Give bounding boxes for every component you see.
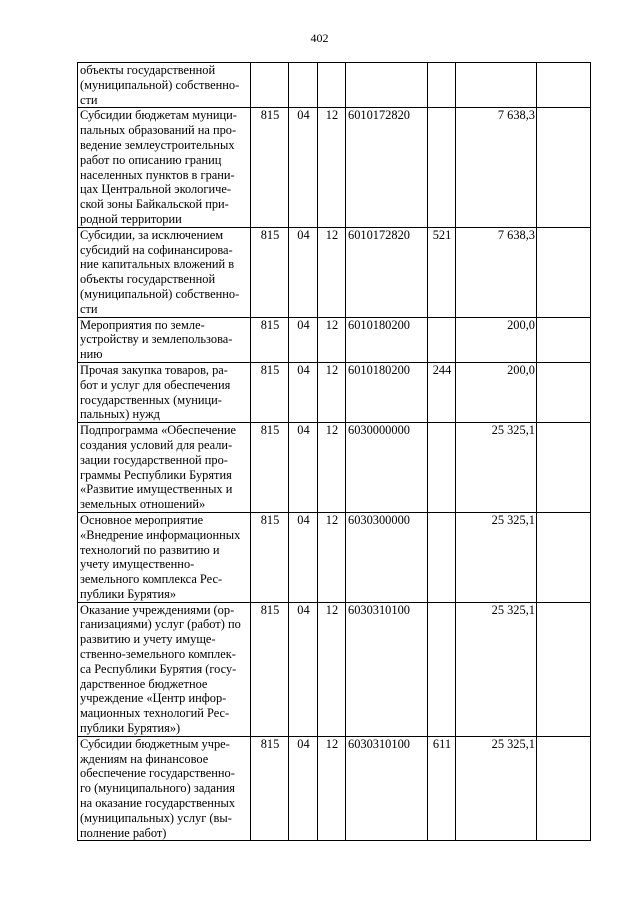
grbs-cell: 815 [251,317,289,362]
table-row [78,362,591,422]
extra-cell [537,512,591,602]
item-name-line: ственно-земельного комплек- [80,647,236,662]
target-article-cell: 6030300000 [346,512,428,602]
budget-table [77,62,591,841]
table-row [78,317,591,362]
amount-cell: 25 325,1 [456,423,537,513]
expense-type-cell: 611 [428,736,456,841]
grbs-cell [251,63,289,108]
item-name-line: дарственное бюджетное [80,676,208,691]
subsection-cell: 12 [318,362,346,422]
expense-type-cell: 521 [428,227,456,317]
section-cell: 04 [289,362,318,422]
table-body [78,63,591,841]
item-name-line: населенных пунктов в грани- [80,167,235,182]
table-row [78,512,591,602]
section-cell: 04 [289,423,318,513]
item-name-line: ние капитальных вложений в [80,257,235,272]
extra-cell [537,317,591,362]
target-article-cell: 6010180200 [346,317,428,362]
grbs-cell: 815 [251,602,289,736]
item-name-line: Субсидии, за исключением [80,227,224,242]
expense-type-cell [428,602,456,736]
item-name-line: Оказание учреждениями (ор- [80,602,235,617]
target-article-cell: 6010172820 [346,227,428,317]
section-cell: 04 [289,602,318,736]
item-name-line: сти [80,92,98,107]
item-name-cell [78,602,251,736]
item-name-cell [78,736,251,841]
item-name-line: (муниципальной) собственно- [80,77,240,92]
table-row [78,602,591,736]
item-name-line: Основное мероприятие [80,512,204,527]
section-cell: 04 [289,108,318,227]
item-name-line: объекты государственной [80,63,216,77]
item-name-line: (муниципальной) собственно- [80,286,240,301]
subsection-cell: 12 [318,108,346,227]
amount-cell: 25 325,1 [456,512,537,602]
item-name-line: «Развитие имущественных и [80,482,233,497]
item-name-cell [78,108,251,227]
expense-type-cell [428,317,456,362]
target-article-cell: 6010172820 [346,108,428,227]
grbs-cell: 815 [251,736,289,841]
item-name-line: мационных технологий Рес- [80,706,230,721]
item-name-line: учреждение «Центр инфор- [80,691,227,706]
item-name-line: Подпрограмма «Обеспечение [80,423,236,438]
subsection-cell: 12 [318,227,346,317]
table-row [78,227,591,317]
grbs-cell: 815 [251,362,289,422]
subsection-cell: 12 [318,512,346,602]
item-name-line: сти [80,301,98,316]
item-name-cell [78,317,251,362]
amount-cell: 200,0 [456,317,537,362]
section-cell: 04 [289,227,318,317]
subsection-cell: 12 [318,423,346,513]
amount-cell: 200,0 [456,362,537,422]
extra-cell [537,362,591,422]
item-name-line: учету имущественно- [80,557,195,572]
expense-type-cell [428,423,456,513]
item-name-line: объекты государственной [80,272,216,287]
item-name-line: публики Бурятия») [80,721,181,736]
item-name-line: субсидий на софинансирова- [80,242,233,257]
item-name-line: на оказание государственных [80,796,236,811]
item-name-line: ганизациями) услуг (работ) по [80,617,241,632]
item-name-line: устройству и землепользова- [80,332,233,347]
target-article-cell [346,63,428,108]
section-cell: 04 [289,512,318,602]
section-cell: 04 [289,736,318,841]
amount-cell: 25 325,1 [456,602,537,736]
table-row [78,423,591,513]
item-name-line: го (муниципального) задания [80,781,236,796]
item-name-cell [78,362,251,422]
target-article-cell: 6010180200 [346,362,428,422]
subsection-cell: 12 [318,736,346,841]
grbs-cell: 815 [251,227,289,317]
item-name-line: земельных отношений» [80,497,206,512]
item-name-cell [78,227,251,317]
table-row [78,63,591,108]
extra-cell [537,602,591,736]
grbs-cell: 815 [251,512,289,602]
amount-cell: 7 638,3 [456,227,537,317]
table-row [78,108,591,227]
target-article-cell: 6030000000 [346,423,428,513]
amount-cell: 7 638,3 [456,108,537,227]
item-name-line: Субсидии бюджетам муници- [80,108,237,123]
item-name-line: цах Центральной экологиче- [80,182,231,197]
expense-type-cell: 244 [428,362,456,422]
amount-cell [456,63,537,108]
item-name-cell [78,423,251,513]
expense-type-cell [428,108,456,227]
target-article-cell: 6030310100 [346,602,428,736]
item-name-line: публики Бурятия» [80,586,177,601]
subsection-cell: 12 [318,317,346,362]
amount-cell: 25 325,1 [456,736,537,841]
item-name-line: са Республики Бурятия (госу- [80,661,237,676]
item-name-line: технологий по развитию и [80,542,220,557]
item-name-line: ской зоны Байкальской при- [80,197,229,212]
item-name-line: полнение работ) [80,825,167,840]
item-name-line: земельного комплекса Рес- [80,572,223,587]
item-name-line: Прочая закупка товаров, ра- [80,362,228,377]
section-cell: 04 [289,317,318,362]
item-name-line: развитию и учету имуще- [80,632,216,647]
item-name-cell [78,63,251,108]
extra-cell [537,108,591,227]
expense-type-cell [428,63,456,108]
item-name-line: родной территории [80,211,182,226]
subsection-cell: 12 [318,602,346,736]
item-name-line: создания условий для реали- [80,437,233,452]
subsection-cell [318,63,346,108]
item-name-line: зации государственной про- [80,452,228,467]
section-cell [289,63,318,108]
item-name-line: работ по описанию границ [80,152,222,167]
target-article-cell: 6030310100 [346,736,428,841]
item-name-line: нию [80,347,103,362]
item-name-line: ждениям на финансовое [80,751,209,766]
item-name-line: (муниципальных) услуг (вы- [80,810,232,825]
item-name-line: Субсидии бюджетным учре- [80,736,230,751]
extra-cell [537,63,591,108]
expense-type-cell [428,512,456,602]
grbs-cell: 815 [251,423,289,513]
extra-cell [537,736,591,841]
extra-cell [537,423,591,513]
extra-cell [537,227,591,317]
item-name-line: «Внедрение информационных [80,527,241,542]
page-number: 402 [310,31,329,45]
item-name-line: Мероприятия по земле- [80,317,205,332]
item-name-line: обеспечение государственно- [80,766,235,781]
item-name-line: бот и услуг для обеспечения [80,377,231,392]
item-name-line: пальных образований на про- [80,123,237,138]
item-name-line: государственных (муници- [80,392,222,407]
grbs-cell: 815 [251,108,289,227]
item-name-cell [78,512,251,602]
item-name-line: граммы Республики Бурятия [80,467,232,482]
item-name-line: пальных) нужд [80,407,160,422]
table-row [78,736,591,841]
item-name-line: ведение землеустроительных [80,137,235,152]
